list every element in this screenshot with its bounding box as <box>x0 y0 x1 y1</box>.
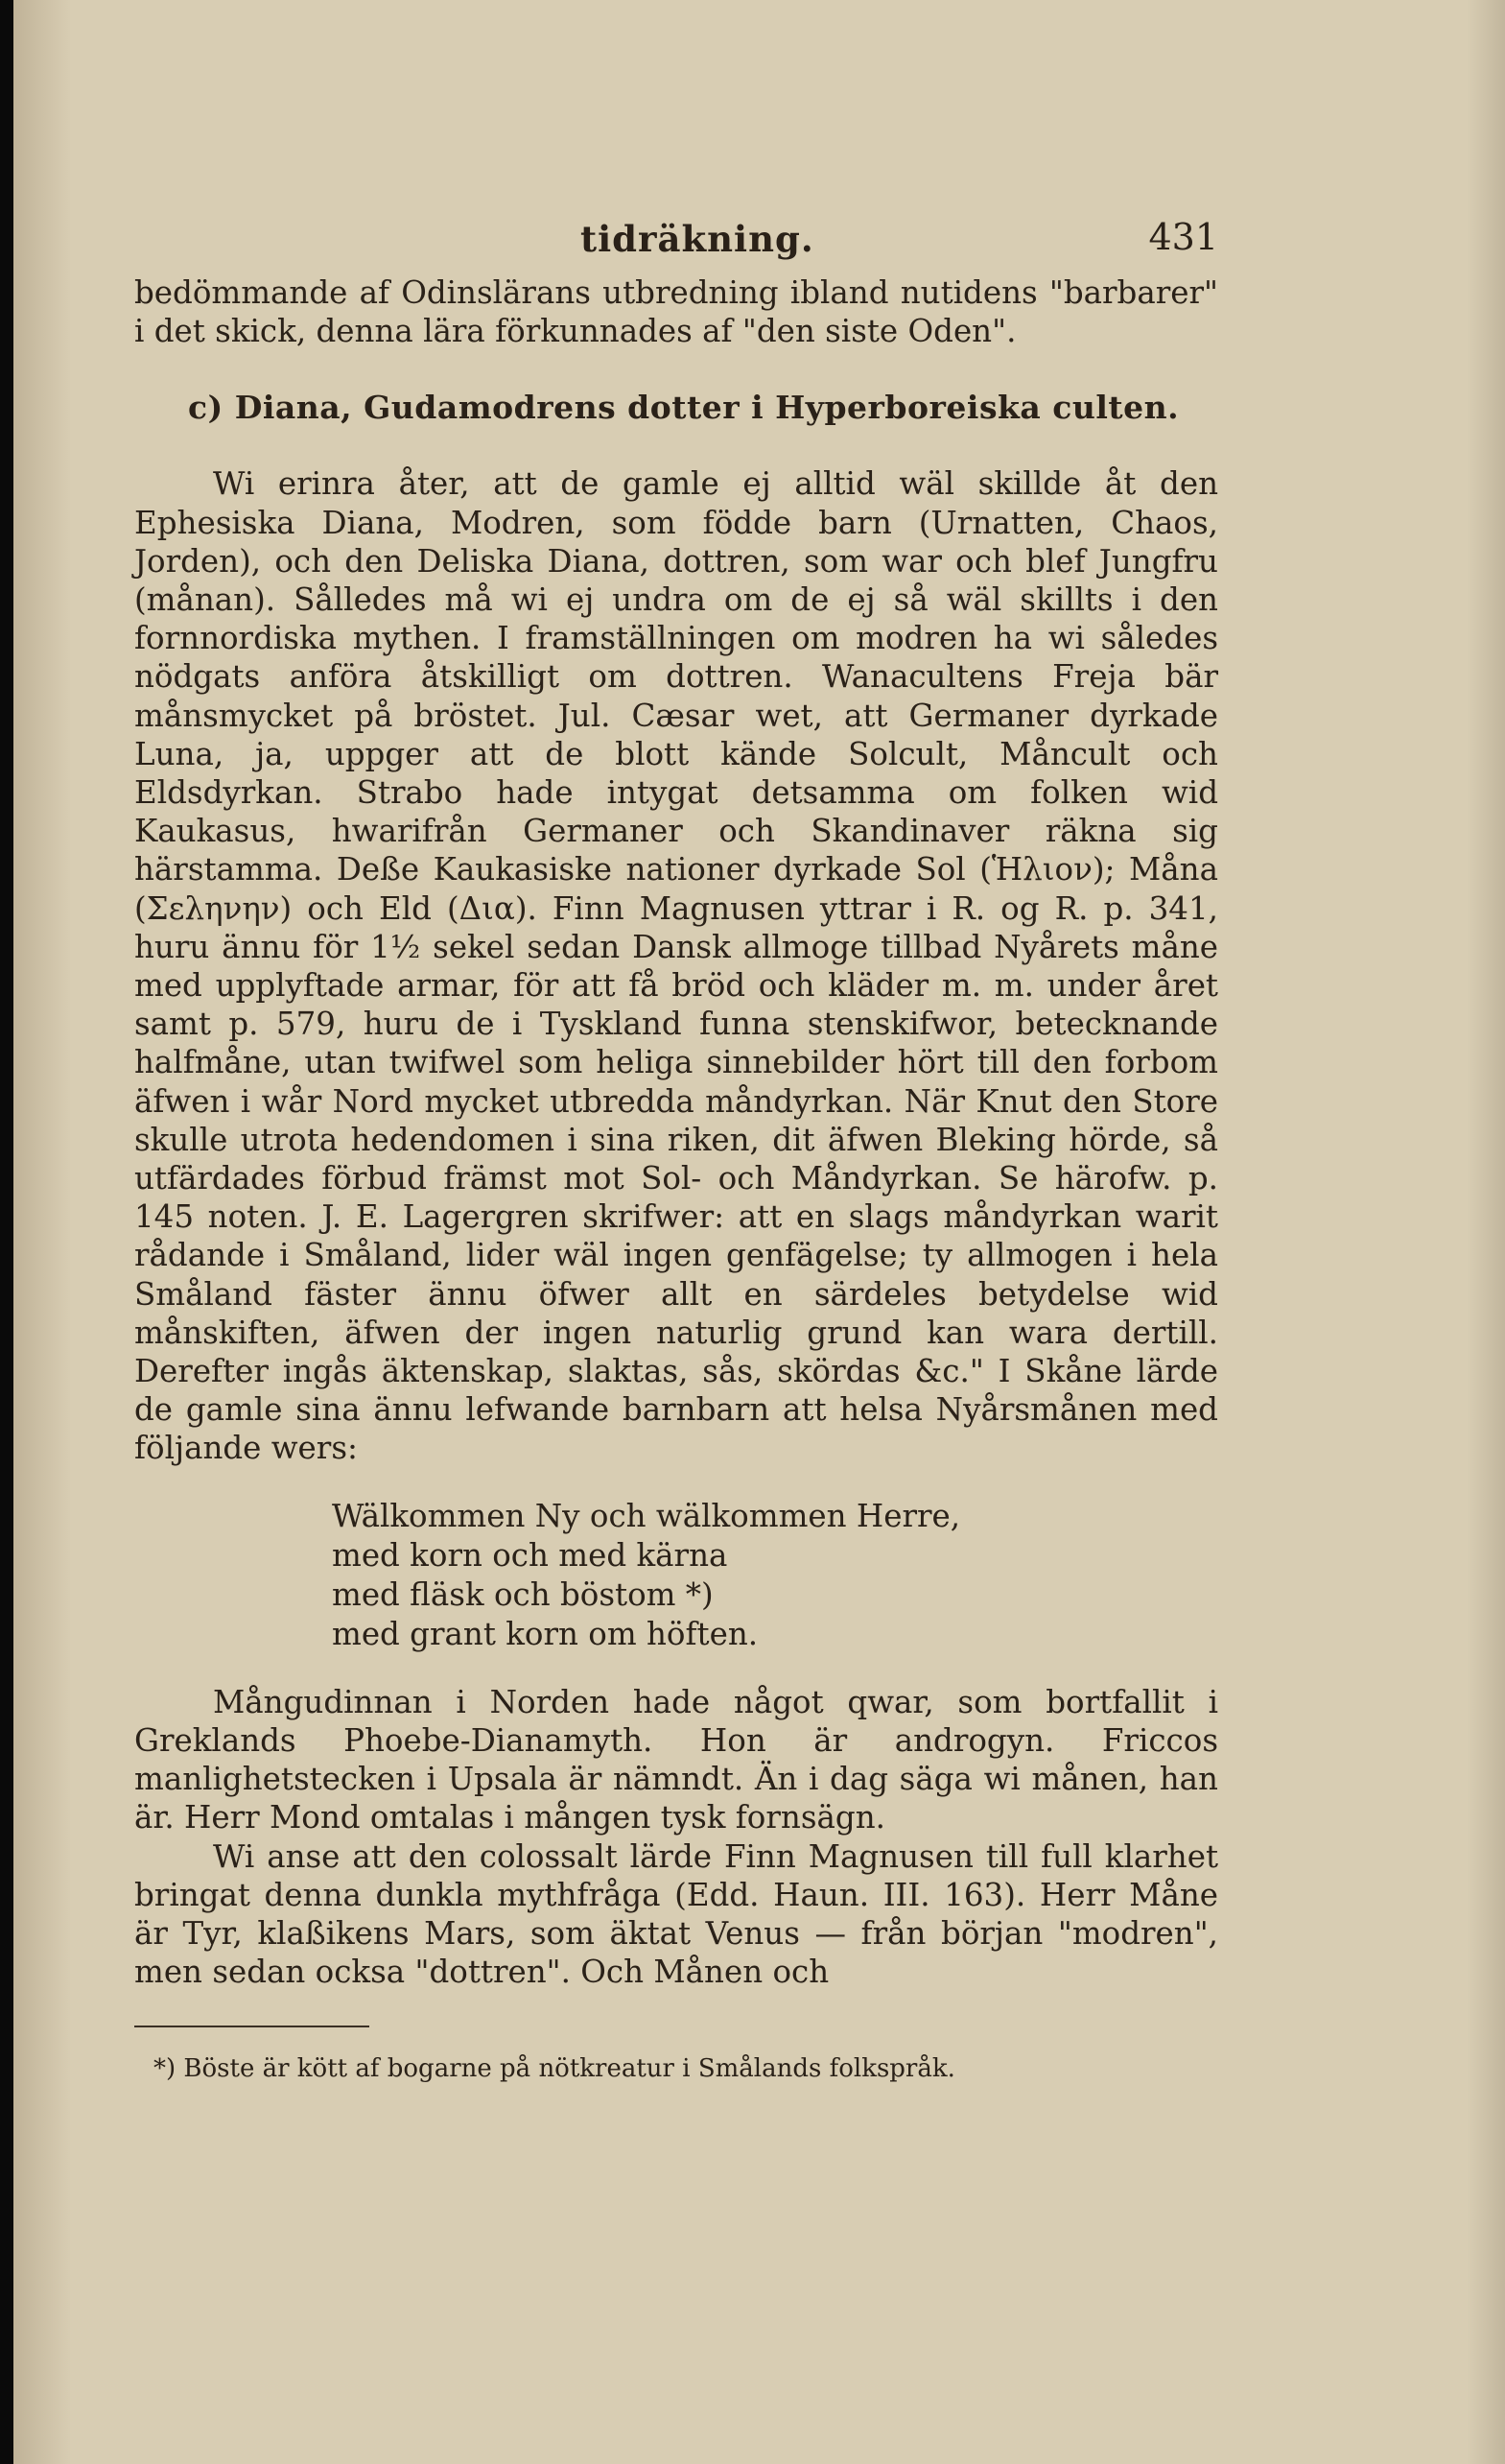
verse-line-1: Wälkommen Ny och wälkommen Herre, <box>332 1497 961 1534</box>
paragraph-diana: Wi erinra åter, att de gamle ej alltid wäl skillde åt den Ephesiska Diana, Modren, som födde barn (Urnatten, Chaos, Jorden), och den Deliska Diana, dottren, som war och blef Jungfru (månan). Sålledes må wi ej undra om de ej så wäl skillts i den fornnordiska mythen. I framställningen om modren ha wi således nödgats anföra åtskilligt om dottren. Wanacultens Freja bär månsmycket på bröstet. Jul. Cæsar wet, att Germaner dyrkade Luna, ja, uppger att de blott kände Solcult, Måncult och Eldsdyrkan. Strabo hade intygat detsamma om folken wid Kaukasus, hwarifrån Germaner och Skandinaver räkna sig härstamma. Deße Kaukasiske nationer dyrkade Sol (Ἡλιον); Måna (Σεληνην) och Eld (Δια). Finn Magnusen yttrar i R. og R. p. 341, huru ännu för 1½ sekel sedan Dansk allmoge tillbad Nyårets måne med upplyftade armar, för att få bröd och kläder m. m. under året samt p. 579, huru de i Tyskland funna stenskifwor, betecknande halfmåne, utan twifwel som heliga sinnebilder hört till den forbom äfwen i wår Nord mycket utbredda måndyrkan. När Knut den Store skulle utrota hedendomen i sina riken, dit äfwen Bleking hörde, så utfärdades förbud främst mot Sol- och Måndyrkan. Se härofw. p. 145 noten. J. E. Lagergren skrifwer: att en slags måndyrkan warit rådande i Småland, lider wäl ingen genfägelse; ty allmogen i hela Småland fäster ännu öfwer allt en särdeles betydelse wid månskiften, äfwen der ingen naturlig grund kan wara dertill. Derefter ingås äktenskap, slaktas, sås, skördas &c." I Skåne lärde de gamle sina ännu lefwande barnbarn att helsa Nyårsmånen med följande wers: <box>134 465 1218 1467</box>
paragraph-finn-magnusen: Wi anse att den colossalt lärde Finn Magnusen till full klarhet bringat denna dunkla mythfråga (Edd. Haun. III. 163). Herr Måne är Tyr, klaßikens Mars, som äktat Venus — från början "modren", men sedan ocksa "dottren". Och Månen och <box>134 1837 1218 1991</box>
verse-block <box>332 1497 1218 1654</box>
verse-line-4: med grant korn om höften. <box>332 1615 759 1652</box>
section-heading: c) Diana, Gudamodrens dotter i Hyperboreiska culten. <box>188 389 1180 427</box>
footnote-divider <box>134 2026 369 2027</box>
running-head: tidräkning. <box>580 218 814 260</box>
page-header <box>134 206 1218 273</box>
verse-line-3: med fläsk och böstom *) <box>332 1576 714 1613</box>
page-content <box>134 206 1218 2085</box>
book-spine <box>0 0 13 2464</box>
paragraph-continuation: bedömmande af Odinslärans utbredning ibland nutidens "barbarer" i det skick, denna lära förkunnades af "den siste Oden". <box>134 274 1218 350</box>
page-number: 431 <box>1148 216 1218 258</box>
verse-line-2: med korn och med kärna <box>332 1536 728 1574</box>
paragraph-mangudinnan: Mångudinnan i Norden hade något qwar, som bortfallit i Greklands Phoebe-Dianamyth. Hon är androgyn. Friccos manlighetstecken i Upsala är nämndt. Än i dag säga wi månen, han är. Herr Mond omtalas i mången tysk fornsägn. <box>134 1683 1218 1836</box>
book-page <box>13 0 1505 2464</box>
footnote: *) Böste är kött af bogarne på nötkreatur i Smålands folkspråk. <box>153 2054 955 2084</box>
